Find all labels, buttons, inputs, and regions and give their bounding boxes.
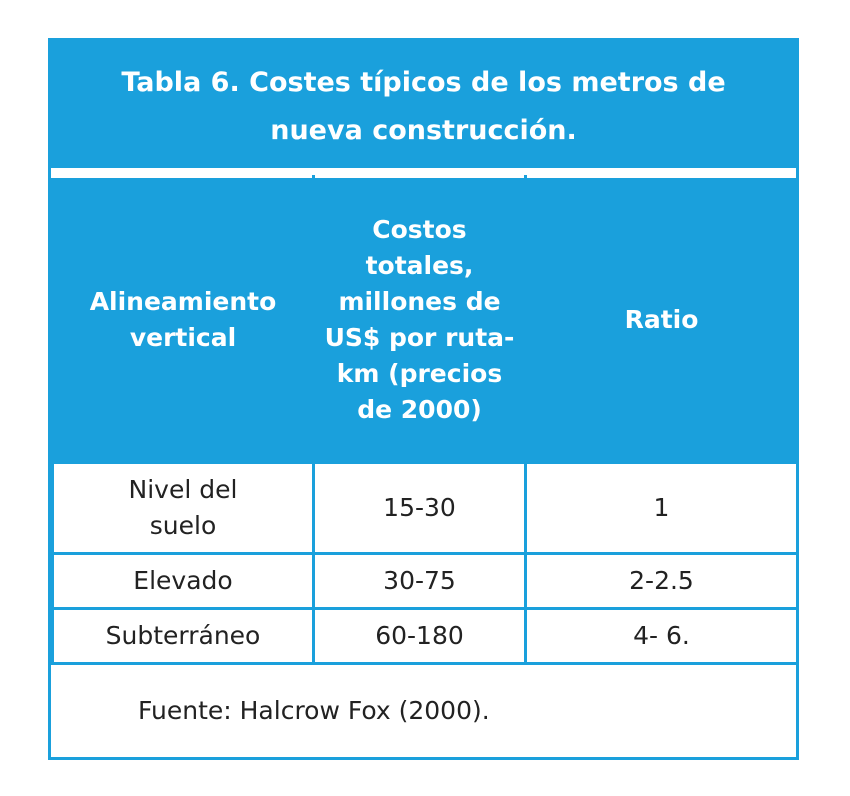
header-costos-text: Costos totales, millones de US$ por ruta-km (precios de 2000) — [324, 214, 515, 424]
table-row — [53, 609, 798, 664]
cell-ratio: 1 — [526, 463, 798, 554]
header-ratio — [526, 177, 798, 463]
cell-alineamiento-text: Nivel del suelo — [128, 475, 238, 540]
table-title-line-2: nueva construcción. — [270, 115, 577, 146]
source-note: Fuente: Halcrow Fox (2000). — [51, 662, 796, 757]
cell-alineamiento — [53, 463, 314, 554]
header-alineamiento — [53, 177, 314, 463]
costs-table — [51, 175, 799, 665]
cell-costos: 15-30 — [314, 463, 526, 554]
cell-costos: 30-75 — [314, 554, 526, 609]
header-ratio-text: Ratio — [624, 304, 699, 334]
table-frame — [48, 38, 799, 760]
cell-alineamiento: Subterráneo — [53, 609, 314, 664]
table-row — [53, 554, 798, 609]
cell-ratio: 2-2.5 — [526, 554, 798, 609]
table-header-row — [53, 177, 798, 463]
header-costos — [314, 177, 526, 463]
cell-ratio: 4- 6. — [526, 609, 798, 664]
cell-alineamiento: Elevado — [53, 554, 314, 609]
cell-costos: 60-180 — [314, 609, 526, 664]
table-title — [51, 41, 796, 168]
table-title-line-1: Tabla 6. Costes típicos de los metros de — [121, 67, 726, 98]
header-alineamiento-text: Alineamiento vertical — [89, 286, 277, 352]
table-row — [53, 463, 798, 554]
